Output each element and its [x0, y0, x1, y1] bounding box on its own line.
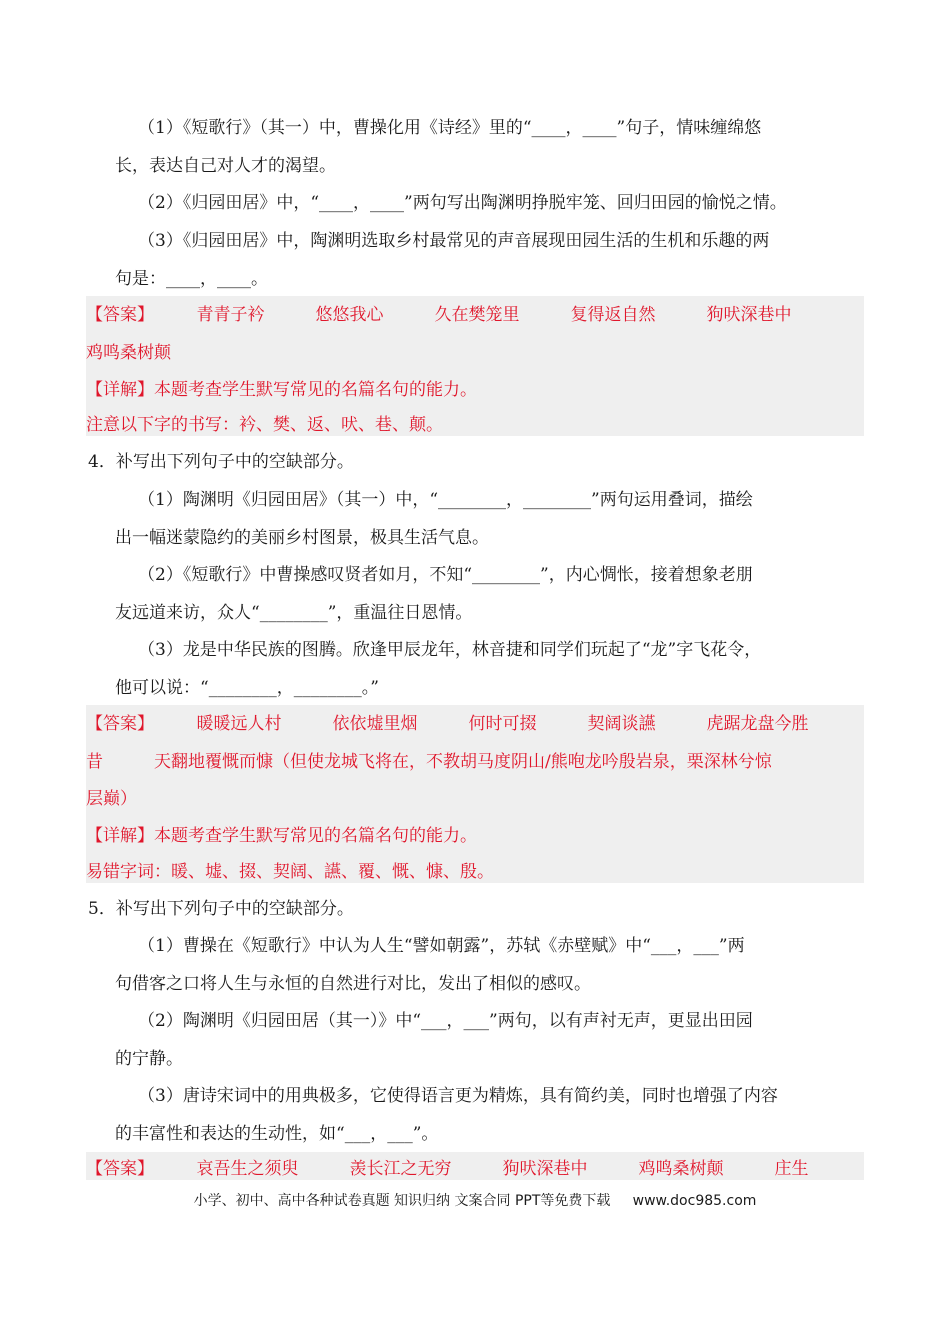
q3-line-2: 长，表达自己对人才的渴望。	[115, 156, 336, 176]
q3-detail-line-2: 注意以下字的书写：衿、樊、返、吠、巷、颠。	[86, 415, 443, 435]
q5-line-4: 的宁静。	[115, 1049, 183, 1069]
q3-line-4: （3）《归园田居》中，陶渊明选取乡村最常见的声音展现田园生活的生机和乐趣的两	[138, 231, 770, 251]
q5-line-6: 的丰富性和表达的生动性，如“___，___”。	[115, 1124, 439, 1144]
footer-url[interactable]: www.doc985.com	[632, 1193, 757, 1209]
q4-line-4: 友远道来访，众人“________”，重温往日恩情。	[115, 603, 473, 623]
q5-line-1: （1）曹操在《短歌行》中认为人生“譬如朝露”，苏轼《赤壁赋》中“___，___”两	[138, 936, 745, 956]
q4-title: 4．补写出下列句子中的空缺部分。	[88, 452, 354, 472]
q4-answer-line-3: 层巅）	[86, 789, 137, 809]
q4-line-6: 他可以说：“________，________。”	[115, 678, 379, 698]
q5-title: 5．补写出下列句子中的空缺部分。	[88, 899, 354, 919]
q4-answer-line-1: 【答案】 暖暖远人村 依依墟里烟 何时可掇 契阔谈讌 虎踞龙盘今胜	[86, 714, 809, 734]
q3-answer-line-1: 【答案】 青青子衿 悠悠我心 久在樊笼里 复得返自然 狗吠深巷中	[86, 305, 792, 325]
q4-detail-line-1: 【详解】本题考查学生默写常见的名篇名句的能力。	[86, 826, 477, 846]
q5-line-3: （2）陶渊明《归园田居（其一）》中“___，___”两句，以有声衬无声，更显出田园	[138, 1011, 753, 1031]
page-footer	[0, 1191, 950, 1211]
q5-line-5: （3）唐诗宋词中的用典极多，它使得语言更为精炼，具有简约美，同时也增强了内容	[138, 1086, 778, 1106]
q3-line-5: 句是：____，____。	[115, 269, 268, 289]
q4-line-2: 出一幅迷蒙隐约的美丽乡村图景，极具生活气息。	[115, 528, 489, 548]
q4-answer-line-2: 昔 天翻地覆慨而慷（但使龙城飞将在，不教胡马度阴山/熊咆龙吟殷岩泉，栗深林兮惊	[86, 752, 772, 772]
q3-detail-line-1: 【详解】本题考查学生默写常见的名篇名句的能力。	[86, 380, 477, 400]
q3-line-3: （2）《归园田居》中，“____，____”两句写出陶渊明挣脱牢笼、回归田园的愉悦之情。	[138, 193, 787, 213]
q3-answer-line-2: 鸡鸣桑树颠	[86, 343, 171, 363]
q4-detail-line-2: 易错字词：暖、墟、掇、契阔、讌、覆、慨、慷、殷。	[86, 862, 494, 882]
q4-line-3: （2）《短歌行》中曹操感叹贤者如月，不知“________”，内心惆怅，接着想象老朋	[138, 565, 753, 585]
footer-text: 小学、初中、高中各种试卷真题 知识归纳 文案合同 PPT等免费下载	[193, 1193, 611, 1209]
q5-answer-line-1: 【答案】 哀吾生之须臾 羡长江之无穷 狗吠深巷中 鸡鸣桑树颠 庄生	[86, 1159, 809, 1179]
q3-line-1: （1）《短歌行》（其一）中，曹操化用《诗经》里的“____，____”句子，情味缠绵悠	[138, 118, 762, 138]
q5-line-2: 句借客之口将人生与永恒的自然进行对比，发出了相似的感叹。	[115, 974, 591, 994]
q4-line-1: （1）陶渊明《归园田居》（其一）中，“________，________”两句运用叠词，描绘	[138, 490, 753, 510]
q4-line-5: （3）龙是中华民族的图腾。欣逢甲辰龙年，林音捷和同学们玩起了“龙”字飞花令，	[138, 640, 762, 660]
